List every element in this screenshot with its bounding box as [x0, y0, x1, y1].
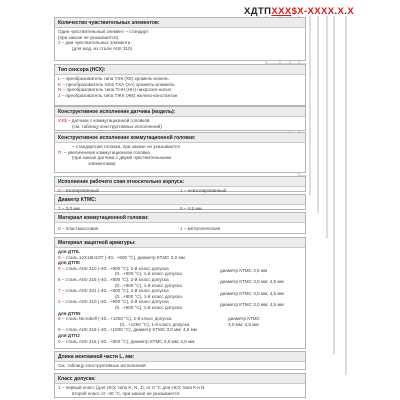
group-label: для ДТПJ — [58, 332, 80, 338]
option-text: – преобразователь типа ТХА (ХА) хромель-алюмель — [62, 81, 175, 87]
option-code: K — [58, 81, 62, 87]
option-text: – сталь AISI 316 (-40...+1000 °С), диаметр КТМС 3,0 мм; 4,5 мм — [61, 327, 197, 333]
option-code: N — [58, 87, 62, 93]
option-text: – сталь Nicrobell (-40...+1250 °С), 2-й класс допуска — [61, 316, 172, 322]
option-note: диаметр КТМС — [228, 316, 260, 322]
section-title: Исполнение рабочего спая относительно корпуса: — [55, 177, 305, 187]
option-text: (0...+1250 °С), 1-й класс допуска — [120, 321, 190, 327]
section-design — [54, 106, 306, 131]
section-head-material — [54, 212, 306, 234]
section-armature — [54, 237, 306, 349]
model-code-body: Х-ХХХХ — [297, 6, 335, 17]
group-label: для ДТПL — [58, 249, 80, 254]
option-code: 0 — [58, 338, 61, 344]
option-text: – преобразователь типа ТНН (НН) нихросил-нисил — [62, 87, 172, 93]
option-text: (при заказе датчика с двумя чувствительными — [72, 155, 172, 161]
option-code: J — [58, 92, 61, 98]
option-code: 8 — [58, 316, 61, 322]
option-code: 9 — [58, 327, 61, 333]
section-head-design — [54, 132, 306, 173]
option-code: 2 — [58, 299, 61, 305]
option-code: 0 — [58, 254, 61, 260]
option-text: – металлическая — [183, 226, 221, 231]
option-text: – преобразователь типа ТХК (ХК) хромель-копель — [61, 76, 169, 81]
model-code-prefix: ХДТП — [244, 6, 272, 17]
model-code-sep1: . — [334, 6, 338, 17]
option-text: (для мод. из стали AISI 310) — [72, 45, 133, 51]
option-text: – неизолированный — [183, 188, 227, 193]
text-line: Один чувствительный элемент – стандарт — [58, 29, 149, 34]
option-code: П — [58, 149, 62, 155]
option-code: L — [58, 76, 61, 81]
option-text: – первый класс (для НСХ типа K, N, J), от 0 °С для НСХ типа К и N — [61, 385, 205, 390]
section-title: Тип сенсора (НСХ): — [55, 65, 305, 75]
group-label: для ДТПN — [58, 310, 81, 316]
model-code-class: Х — [337, 6, 345, 17]
text-line: (при заказе не указывается) — [58, 34, 118, 40]
option-code: 9 — [180, 206, 183, 211]
option-code: 5 — [58, 265, 61, 271]
option-text: – 3,0 мм — [61, 206, 80, 211]
option-code: 1 — [180, 188, 183, 193]
option-text: – пластмассовая — [61, 226, 99, 231]
option-text: – преобразователь типа ТЖК (ЖК) железо-константан — [61, 92, 178, 98]
section-title: Конструктивное исполнение датчика (модель): — [55, 107, 305, 117]
text-line: См. таблицу конструктивных исполнений — [58, 363, 146, 368]
section-junction — [54, 176, 306, 192]
section-title: Количество чувствительных элементов: — [55, 18, 305, 28]
option-text: – сталь AISI 316 (-40...+800 °С), диаметр КТМС 3,0 мм; 4,5 мм — [61, 338, 195, 344]
option-code: 1 — [58, 385, 61, 390]
option-text: (0...+900 °С), 1-й класс допуска — [115, 282, 182, 288]
model-code-sep2: . — [344, 6, 348, 17]
option-text: – 4,5 мм — [183, 206, 202, 211]
option-text: (см. таблицу конструктивных исполнений) — [72, 123, 162, 129]
option-text: – сталь AISI 321 (-40...+800 °С), 2-й класс допуска — [61, 288, 169, 294]
option-text: (0...+800 °С), 1-й класс допуска — [115, 293, 182, 299]
option-code: 2 — [58, 40, 61, 46]
option-text: (0...+900 °С), 1-й класс допуска — [115, 271, 182, 277]
section-title: Диаметр КТМС: — [55, 195, 305, 205]
option-code: 0 — [58, 226, 61, 231]
option-note: диаметр КТМС 3,0 мм; 4,5 мм — [220, 301, 284, 307]
option-text: – два чувствительных элемента — [61, 40, 131, 46]
option-text: (0...+900 °С), 1-й класс допуска — [115, 304, 182, 310]
section-title: Конструктивное исполнение коммутационной головки: — [55, 133, 305, 143]
option-text: – сталь AISI 316 (-40...+900 °С), 2-й класс допуска — [61, 276, 169, 282]
option-note: диаметр КТМС 3,0 мм; 4,5 мм — [220, 279, 284, 285]
section-title: Материал коммутационной головки: — [55, 213, 305, 223]
section-diameter — [54, 194, 306, 210]
group-label: для ДТПК — [58, 260, 80, 266]
option-text: – увеличенная коммутационная головка — [63, 149, 150, 155]
section-title: Класс допуска: — [55, 374, 305, 384]
option-note: диаметр КТМС 3,0 мм; 4,5 мм — [220, 290, 284, 296]
option-note: 3,0 мм; 4,5 мм — [228, 321, 259, 327]
option-text: элементами) — [88, 160, 116, 166]
model-code-model: ХХХ — [271, 6, 292, 17]
section-title: Длина монтажной части L, мм: — [55, 352, 305, 362]
option-code: ХХ$ — [58, 118, 67, 123]
option-code: 7 — [58, 206, 61, 211]
model-code-head: $ — [291, 6, 298, 17]
option-text: – сталь AISI 310 (-40...+900 °С), 2-й класс допуска — [61, 265, 169, 271]
section-title: Материал защитной арматуры: — [55, 238, 305, 248]
option-text: – изолированный — [61, 188, 99, 193]
option-code: 7 — [58, 288, 61, 294]
model-code-tolerance: Х — [347, 6, 355, 17]
option-text: – датчики с коммутационной головкой — [67, 118, 150, 123]
section-element-count — [54, 17, 306, 61]
option-text: – стандартная головка, при заказе не указывается — [72, 144, 180, 149]
option-text: – сталь AISI 310 (-40...+900 °С), 2-й класс допуска — [61, 299, 169, 305]
option-note: диаметр КТМС 4,5 мм — [220, 268, 268, 274]
section-length — [54, 351, 306, 370]
option-text: второй класс от -40 °С, при заказе не указывается — [72, 390, 180, 396]
option-text: – сталь 12Х18Н10Т (-40...+600 °С), диаметр КТМС 3,0 мм — [61, 254, 185, 260]
section-sensor-type — [54, 64, 306, 106]
option-code: 1 — [180, 226, 183, 231]
option-code: 6 — [58, 276, 61, 282]
section-tolerance — [54, 373, 306, 398]
option-code: 0 — [58, 188, 61, 193]
